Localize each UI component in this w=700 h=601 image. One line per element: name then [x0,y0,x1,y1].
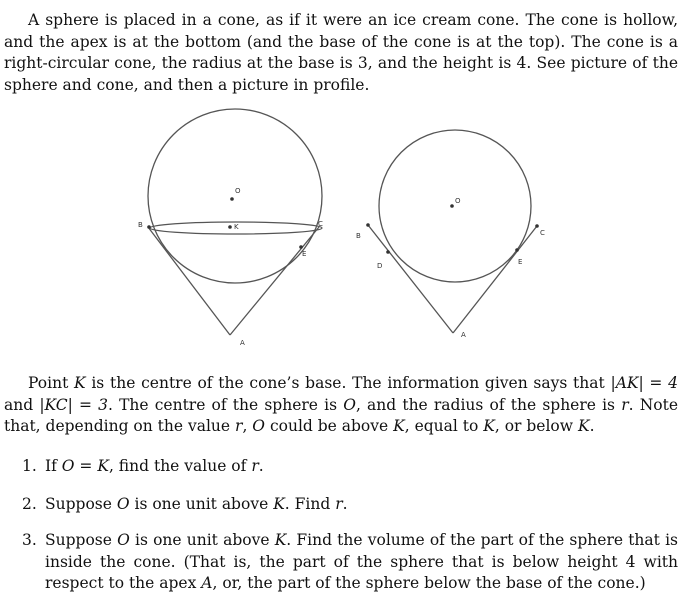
figure-right [366,130,539,333]
info-paragraph: Point K is the centre of the cone’s base. The information given says that |AK| = 4 and |KC| = 3. The centre of the sphere is O, and the radius of the sphere is r. Note that, depending on the value r, O could be above K, equal to K, or below K. [4,374,679,435]
question-number: 3. [22,531,37,549]
left-cone-side-right [230,227,319,335]
point-e-right [515,248,519,252]
point-o-left [230,197,234,201]
label-a-right: A [461,331,466,339]
intro-paragraph: A sphere is placed in a cone, as if it were an ice cream cone. The cone is hollow, and the apex is at the bottom (and the base of the cone is at the top). The cone is a right-circular cone, the radius at the base is 3, and the height is 4. See picture of the sphere and cone, and then a picture in profile. [4,11,678,94]
label-k-left: K [234,223,239,231]
question-1 [22,456,678,478]
point-e-left [299,245,303,249]
point-b-right [366,223,370,227]
right-cone-side-left [368,225,453,333]
right-sphere [379,130,531,282]
point-b-left [147,225,151,229]
label-b-right: B [356,232,361,240]
question-number: 2. [22,495,37,513]
label-o-right: O [455,197,461,205]
label-o-left: O [235,187,241,195]
point-k-left [228,225,232,229]
question-number: 1. [22,457,37,475]
right-cone-side-right [453,226,537,333]
point-d-right [386,250,390,254]
point-o-right [450,204,454,208]
figure-left [147,109,322,335]
label-d-right: D [377,262,383,270]
point-c-right [535,224,539,228]
label-e-right: E [518,258,523,266]
label-e-left: E [302,250,307,258]
label-c-right: C [540,229,545,237]
question-text: Suppose O is one unit above K. Find r. [45,495,348,513]
question-2 [22,494,678,516]
label-a-left: A [240,339,245,347]
question-text: Suppose O is one unit above K. Find the volume of the part of the sphere that is inside the cone. (That is, the part of the sphere that is below height 4 with respect to the apex A, or, the part of the sphere below the base of the cone.) [45,531,678,592]
label-c-left: C [318,220,323,228]
label-b-left: B [138,221,143,229]
question-text: If O = K, find the value of r. [45,457,264,475]
left-sphere [148,109,322,283]
question-3 [22,530,678,595]
